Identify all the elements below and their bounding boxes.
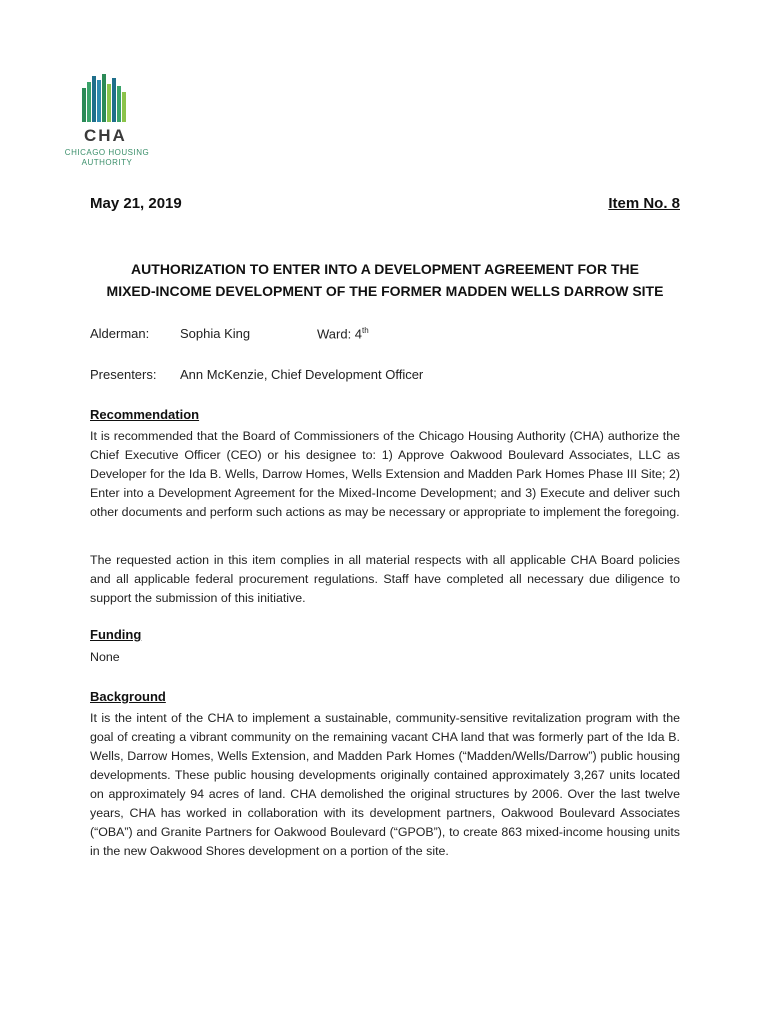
- ward: [317, 326, 369, 341]
- background-heading: Background: [90, 689, 166, 704]
- recommendation-paragraph-2: The requested action in this item complies in all material respects with all applicable CHA Board policies and all applicable federal procurement regulations. Staff have completed all necessary due diligence to support the submission of this initiative.: [90, 553, 680, 605]
- presenters-label: Presenters:: [90, 367, 157, 382]
- title-line-1: AUTHORIZATION TO ENTER INTO A DEVELOPMENT AGREEMENT FOR THE: [131, 261, 639, 277]
- document-title: [70, 258, 700, 302]
- logo-subtitle: [62, 148, 152, 168]
- presenters-value: Ann McKenzie, Chief Development Officer: [180, 367, 424, 382]
- meeting-date: May 21, 2019: [90, 195, 182, 212]
- alderman-label: Alderman:: [90, 326, 150, 341]
- item-number: Item No. 8: [608, 195, 680, 212]
- cha-logo-graphic: [56, 74, 156, 122]
- title-line-2: MIXED-INCOME DEVELOPMENT OF THE FORMER MADDEN WELLS DARROW SITE: [106, 283, 664, 299]
- alderman-value: Sophia King: [180, 326, 251, 341]
- ward-label: Ward: 4: [317, 326, 363, 342]
- building-bars-icon: [82, 74, 128, 122]
- funding-heading: Funding: [90, 627, 142, 642]
- recommendation-heading: Recommendation: [90, 407, 200, 422]
- funding-value: None: [90, 650, 120, 664]
- logo-subtitle-line2: AUTHORITY: [81, 158, 133, 167]
- recommendation-paragraph-1: It is recommended that the Board of Commissioners of the Chicago Housing Authority (CHA) authorize the Chief Executive Officer (CEO) or his designee to: 1) Approve Oakwood Boulevard Associates, LLC as Developer for the Ida B. Wells, Darrow Homes, Wells Extension and Madden Park Homes Phase III Site; 2) Enter into a Development Agreement for the Mixed-Income Development; and 3) Execute and deliver such other documents and perform such actions as may be necessary or appropriate to implement the foregoing.: [90, 429, 680, 519]
- background-paragraph: It is the intent of the CHA to implement a sustainable, community-sensitive revitalization program with the goal of creating a vibrant community on the remaining vacant CHA land that was formerly part of the Ida B. Wells, Darrow Homes, Wells Extension, and Madden Park Homes (“Madden/Wells/Darrow”) public housing developments. These public housing developments originally contained approximately 3,267 units located on approximately 94 acres of land. CHA demolished the original structures by 2006. Over the last twelve years, CHA has worked in collaboration with its development partners, Oakwood Boulevard Associates (“OBA”) and Granite Partners for Oakwood Boulevard (“GPOB”), to create 863 mixed-income housing units in the new Oakwood Shores development on a portion of the site.: [90, 711, 680, 858]
- ward-suffix: th: [362, 326, 369, 335]
- logo-name: CHA: [84, 126, 127, 145]
- logo-subtitle-line1: CHICAGO HOUSING: [64, 148, 150, 157]
